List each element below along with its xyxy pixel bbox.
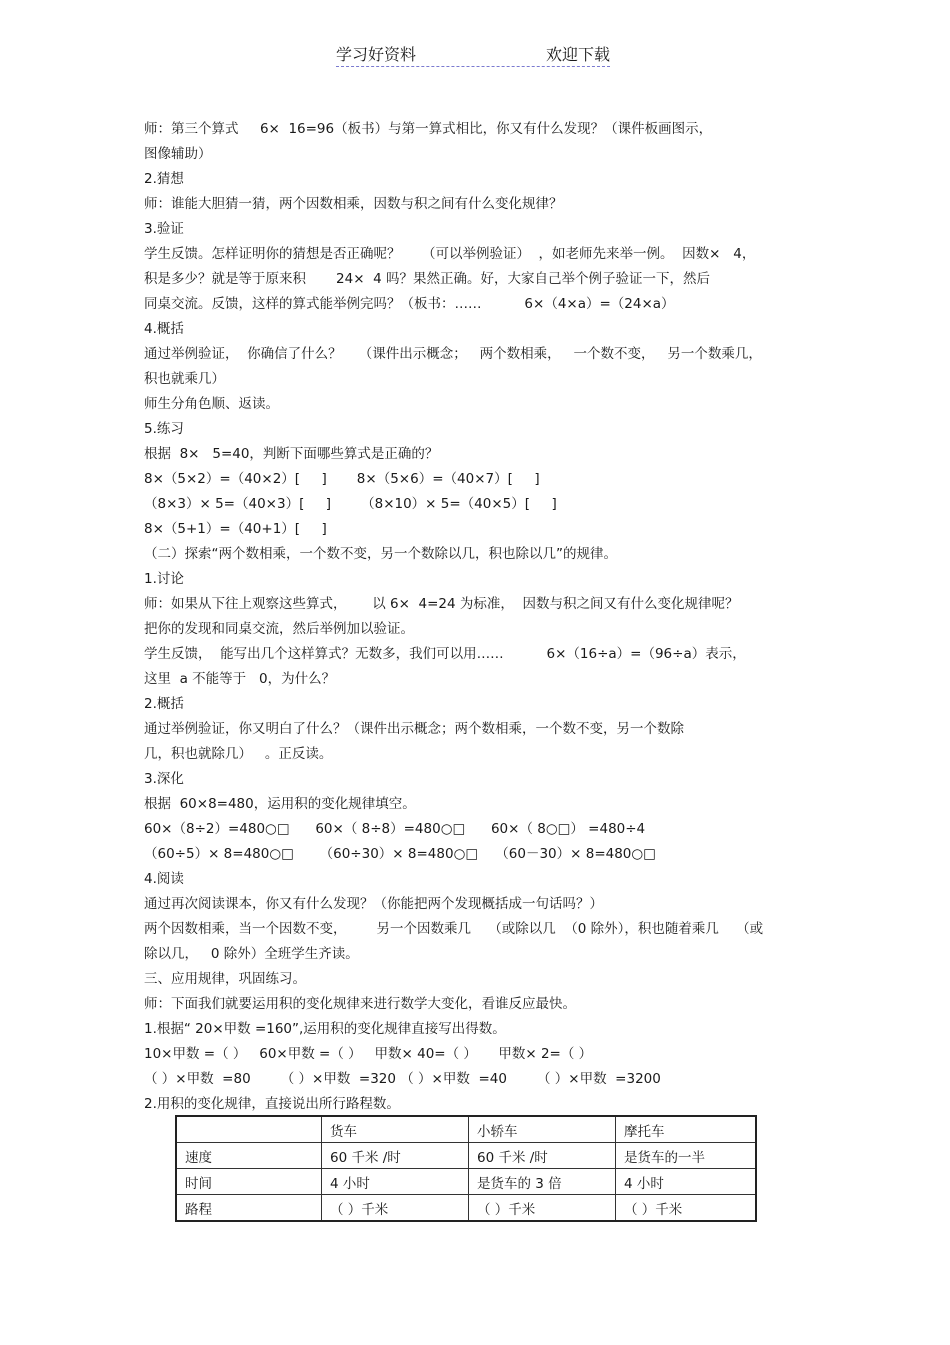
text-line: 通过举例验证，你又明白了什么？（课件出示概念；两个数相乘，一个数不变，另一个数除: [144, 721, 684, 737]
section-heading: 三、应用规律，巩固练习。: [144, 971, 306, 987]
text-line: 根据 60×8=480，运用积的变化规律填空。: [144, 796, 416, 812]
table-cell: （ ）千米: [616, 1195, 757, 1222]
section-heading: 5.练习: [144, 421, 184, 437]
text-line: 学生反馈， 能写出几个这样算式？无数多，我们可以用…… 6×（16÷a）=（96÷a）表示，: [144, 646, 746, 662]
text-line: 同桌交流。反馈，这样的算式能举例完吗？（板书：…… 6×（4×a）=（24×a）: [144, 296, 675, 312]
table-cell: 是货车的 3 倍: [469, 1169, 616, 1195]
table-cell: 是货车的一半: [616, 1143, 757, 1169]
text-line: 除以几， 0 除外）全班学生齐读。: [144, 946, 359, 962]
exercise-line: （ ）×甲数 =80 （ ）×甲数 =320 （ ）×甲数 =40 （ ）×甲数 =3200: [144, 1071, 661, 1087]
page-header: [336, 40, 610, 67]
table-cell: 速度: [176, 1143, 322, 1169]
table-cell: 路程: [176, 1195, 322, 1222]
text-line: 几，积也就除几） 。正反读。: [144, 746, 333, 762]
section-heading: 2.猜想: [144, 171, 184, 187]
text-line: 师：下面我们就要运用积的变化规律来进行数学大变化，看谁反应最快。: [144, 996, 576, 1012]
text-line: 2.用积的变化规律，直接说出所行路程数。: [144, 1096, 400, 1112]
section-heading: 1.讨论: [144, 571, 184, 587]
table-cell: 时间: [176, 1169, 322, 1195]
route-table: [175, 1115, 757, 1222]
text-line: 通过再次阅读课本，你又有什么发现？（你能把两个发现概括成一句话吗？）: [144, 896, 603, 912]
table-cell: 4 小时: [616, 1169, 757, 1195]
text-line: 图像辅助）: [144, 146, 212, 162]
section-heading: 4.阅读: [144, 871, 184, 887]
section-heading: 4.概括: [144, 321, 184, 337]
section-heading: 2.概括: [144, 696, 184, 712]
table-header-row: [176, 1116, 756, 1143]
text-line: 根据 8× 5=40，判断下面哪些算式是正确的？: [144, 446, 439, 462]
table-cell: 摩托车: [616, 1116, 757, 1143]
section-heading: （二）探索“两个数相乘，一个数不变，另一个数除以几，积也除以几”的规律。: [144, 546, 617, 562]
text-line: 师生分角色顺、返读。: [144, 396, 279, 412]
document-body: [144, 117, 824, 1117]
header-left-text: 学习好资料: [336, 45, 417, 64]
table-cell: （ ）千米: [469, 1195, 616, 1222]
table-cell: 小轿车: [469, 1116, 616, 1143]
text-line: 两个因数相乘，当一个因数不变， 另一个因数乘几 （或除以几 （0 除外），积也随着乘几 （或: [144, 921, 764, 937]
table-cell: [176, 1116, 322, 1143]
table-cell: 60 千米 /时: [469, 1143, 616, 1169]
exercise-line: 8×（5+1）=（40+1）[ ]: [144, 521, 327, 537]
text-line: 师：谁能大胆猜一猜，两个因数相乘，因数与积之间有什么变化规律？: [144, 196, 563, 212]
section-heading: 3.验证: [144, 221, 184, 237]
text-line: 积也就乘几）: [144, 371, 225, 387]
table-cell: （ ）千米: [322, 1195, 469, 1222]
section-heading: 3.深化: [144, 771, 184, 787]
text-line: 学生反馈。怎样证明你的猜想是否正确呢？ （可以举例验证） ，如老师先来举一例。 因数× 4，: [144, 246, 756, 262]
table-cell: 60 千米 /时: [322, 1143, 469, 1169]
exercise-line: 60×（8÷2）=480○□ 60×（ 8÷8）=480○□ 60×（ 8○□） =480÷4: [144, 821, 646, 837]
text-line: 积是多少？就是等于原来积 24× 4 吗？果然正确。好，大家自己举个例子验证一下，然后: [144, 271, 710, 287]
text-line: 这里 a 不能等于 0，为什么？: [144, 671, 336, 687]
text-line: 1.根据“ 20×甲数 =160”,运用积的变化规律直接写出得数。: [144, 1021, 506, 1037]
exercise-line: （60÷5）× 8=480○□ （60÷30）× 8=480○□ （60－30）× 8=480○□: [144, 846, 656, 862]
text-line: 师：第三个算式 6× 16=96（板书）与第一算式相比，你又有什么发现？（课件板画图示，: [144, 121, 713, 137]
exercise-line: 10×甲数 =（ ） 60×甲数 =（ ） 甲数× 40=（ ） 甲数× 2=（ ）: [144, 1046, 593, 1062]
text-line: 师：如果从下往上观察这些算式， 以 6× 4=24 为标准， 因数与积之间又有什么变化规律呢？: [144, 596, 739, 612]
exercise-line: 8×（5×2）=（40×2）[ ] 8×（5×6）=（40×7）[ ]: [144, 471, 540, 487]
exercise-line: （8×3）× 5=（40×3）[ ] （8×10）× 5=（40×5）[ ]: [144, 496, 557, 512]
table-row: [176, 1195, 756, 1222]
table-row: [176, 1169, 756, 1195]
table-row: [176, 1143, 756, 1169]
header-right-text: 欢迎下载: [545, 45, 610, 64]
table-cell: 货车: [322, 1116, 469, 1143]
text-line: 把你的发现和同桌交流，然后举例加以验证。: [144, 621, 414, 637]
text-line: 通过举例验证， 你确信了什么？ （课件出示概念； 两个数相乘， 一个数不变， 另一个数乘几，: [144, 346, 762, 362]
table-cell: 4 小时: [322, 1169, 469, 1195]
